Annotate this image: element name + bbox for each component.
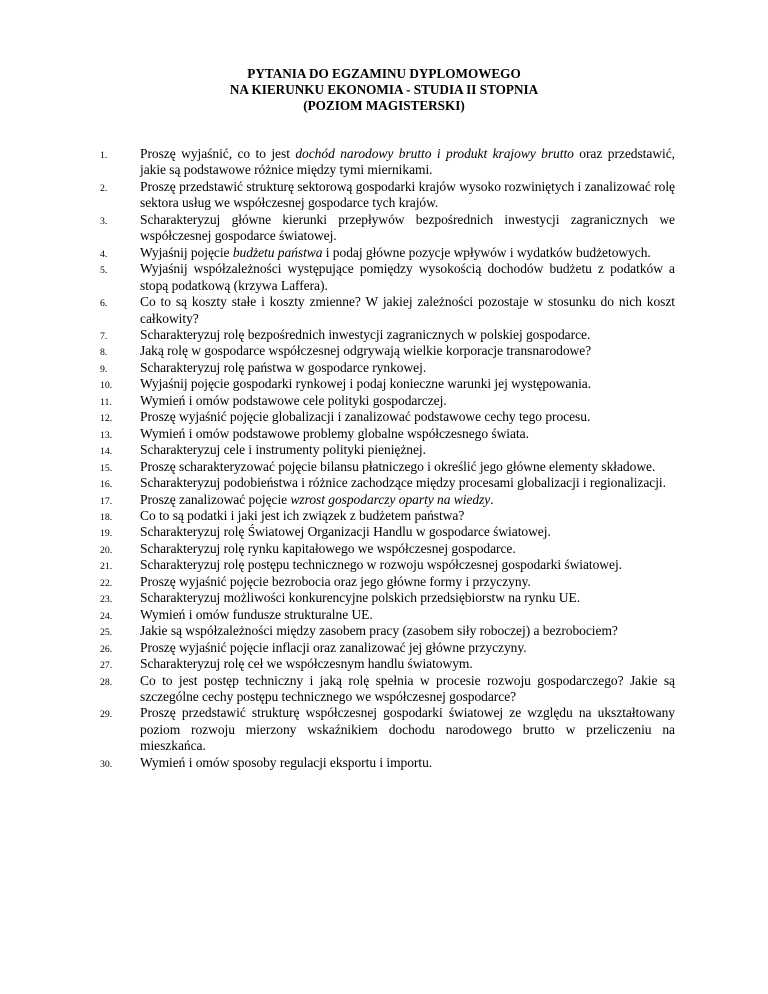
question-emphasized-term: budżetu państwa <box>232 244 323 260</box>
question-text <box>140 426 675 442</box>
question-text <box>140 541 675 557</box>
question-number: 9. <box>100 363 108 375</box>
question-item <box>0 705 768 754</box>
question-text-part: Wymień i omów fundusze strukturalne UE. <box>140 606 373 622</box>
question-text-part: Co to jest postęp techniczny i jaką rolę spełnia w procesie rozwoju gospodarczego? Jakie są szczególne cechy postępu technicznego we współczesnej gospodarce? <box>140 672 675 704</box>
question-text <box>140 212 675 245</box>
question-number: 12. <box>100 413 113 425</box>
question-text-part: Proszę wyjaśnić pojęcie inflacji oraz zanalizować jej główne przyczyny. <box>140 639 527 655</box>
question-text <box>140 640 675 656</box>
question-item <box>0 607 768 623</box>
question-text-part: Proszę wyjaśnić, co to jest <box>140 146 296 161</box>
question-number: 13. <box>100 429 113 441</box>
question-number: 28. <box>100 676 113 688</box>
question-item <box>0 343 768 359</box>
question-text <box>140 179 675 212</box>
question-item <box>0 492 768 508</box>
question-number: 25. <box>100 627 113 639</box>
question-item <box>0 212 768 245</box>
question-text <box>140 261 675 294</box>
title-line-1: PYTANIA DO EGZAMINU DYPLOMOWEGO <box>247 66 521 81</box>
question-text-part: Scharakteryzuj rolę ceł we współczesnym handlu światowym. <box>140 656 473 672</box>
question-item <box>0 541 768 557</box>
question-item <box>0 442 768 458</box>
question-number: 20. <box>100 544 113 556</box>
question-text-part: Wyjaśnij pojęcie gospodarki rynkowej i podaj konieczne warunki jej występowania. <box>140 376 592 392</box>
question-item <box>0 360 768 376</box>
question-emphasized-term: dochód narodowy brutto i produkt krajowy brutto <box>295 146 574 161</box>
question-number: 21. <box>100 561 113 573</box>
question-item <box>0 426 768 442</box>
question-number: 6. <box>100 298 108 310</box>
question-item <box>0 508 768 524</box>
question-item <box>0 409 768 425</box>
question-text-part: Scharakteryzuj główne kierunki przepływów bezpośrednich inwestycji zagranicznych we współczesnej gospodarce światowej. <box>140 211 675 244</box>
question-text <box>140 245 675 261</box>
question-text-part: Scharakteryzuj rolę postępu technicznego w rozwoju współczesnej gospodarki światowej. <box>140 557 622 573</box>
question-item <box>0 673 768 706</box>
question-number: 7. <box>100 330 108 342</box>
question-text <box>140 294 675 327</box>
question-number: 1. <box>100 150 108 161</box>
question-number: 27. <box>100 660 113 672</box>
question-number: 3. <box>100 215 108 227</box>
question-text-part: Proszę zanalizować pojęcie <box>140 491 291 507</box>
question-text <box>140 492 675 508</box>
question-item <box>0 640 768 656</box>
question-text-part: Wyjaśnij pojęcie <box>140 244 233 260</box>
question-number: 14. <box>100 446 113 458</box>
document-title <box>0 66 768 114</box>
question-item <box>0 475 768 491</box>
question-text-part: Scharakteryzuj rolę Światowej Organizacji Handlu w gospodarce światowej. <box>140 524 551 540</box>
question-text <box>140 656 675 672</box>
question-text <box>140 376 675 392</box>
question-number: 29. <box>100 709 113 721</box>
question-text <box>140 607 675 623</box>
question-text <box>140 146 675 179</box>
question-text <box>140 623 675 639</box>
question-item <box>0 557 768 573</box>
question-item <box>0 245 768 261</box>
question-text-part: Co to są koszty stałe i koszty zmienne? W jakiej zależności pozostaje w stosunku do nich koszt całkowity? <box>140 294 675 326</box>
question-number: 2. <box>100 182 108 194</box>
question-text <box>140 327 675 343</box>
question-text <box>140 475 675 491</box>
question-item <box>0 524 768 540</box>
question-number: 4. <box>100 248 108 260</box>
question-number: 10. <box>100 380 113 392</box>
question-text <box>140 574 675 590</box>
question-text-part: Wymień i omów podstawowe problemy globalne współczesnego świata. <box>140 425 529 441</box>
question-emphasized-term: wzrost gospodarczy oparty na wiedzy <box>290 491 491 507</box>
question-list <box>0 146 768 771</box>
question-text-part: Scharakteryzuj możliwości konkurencyjne polskich przedsiębiorstw na rynku UE. <box>140 590 581 606</box>
question-text <box>140 459 675 475</box>
question-text <box>140 393 675 409</box>
question-item <box>0 459 768 475</box>
question-item <box>0 393 768 409</box>
question-item <box>0 376 768 392</box>
question-item <box>0 294 768 327</box>
question-item <box>0 327 768 343</box>
question-number: 16. <box>100 479 113 491</box>
question-text <box>140 442 675 458</box>
question-text-part: Proszę przedstawić strukturę współczesnej gospodarki światowej ze względu na ukształtowany poziom rozwoju mierzony wskaźnikiem dochodu narodowego brutto w przeliczeniu na mieszkańca. <box>140 705 675 754</box>
title-line-2: NA KIERUNKU EKONOMIA - STUDIA II STOPNIA <box>229 82 539 97</box>
question-text-part: Proszę wyjaśnić pojęcie bezrobocia oraz jego główne formy i przyczyny. <box>140 573 531 589</box>
question-text <box>140 360 675 376</box>
question-text-part: oraz przedstawić, jakie są podstawowe różnice między tymi miernikami. <box>140 146 675 178</box>
question-text <box>140 705 675 754</box>
question-text-part: Scharakteryzuj rolę rynku kapitałowego we współczesnej gospodarce. <box>140 540 516 556</box>
question-text <box>140 524 675 540</box>
question-text <box>140 508 675 524</box>
question-number: 30. <box>100 758 113 770</box>
question-text-part: . <box>490 491 494 507</box>
question-text <box>140 590 675 606</box>
question-text-part: Scharakteryzuj podobieństwa i różnice zachodzące między procesami globalizacji i regionalizacji. <box>140 475 666 491</box>
question-item <box>0 179 768 212</box>
question-item <box>0 656 768 672</box>
question-text-part: Proszę scharakteryzować pojęcie bilansu płatniczego i określić jego główne elementy składowe. <box>140 458 656 474</box>
question-text <box>140 557 675 573</box>
question-text-part: Proszę wyjaśnić pojęcie globalizacji i zanalizować podstawowe cechy tego procesu. <box>140 409 591 425</box>
question-number: 24. <box>100 610 113 622</box>
question-text-part: Wymień i omów podstawowe cele polityki gospodarczej. <box>140 392 447 408</box>
question-number: 22. <box>100 577 113 589</box>
question-number: 15. <box>100 462 113 474</box>
question-number: 26. <box>100 643 113 655</box>
question-item <box>0 261 768 294</box>
question-text-part: Wymień i omów sposoby regulacji eksportu i importu. <box>140 754 433 770</box>
question-text-part: Scharakteryzuj rolę państwa w gospodarce rynkowej. <box>140 359 427 375</box>
question-item <box>0 146 768 179</box>
question-number: 23. <box>100 594 113 606</box>
question-text-part: Scharakteryzuj cele i instrumenty polityki pieniężnej. <box>140 442 426 458</box>
question-item <box>0 755 768 771</box>
question-number: 11. <box>100 396 112 408</box>
question-text-part: Jaką rolę w gospodarce współczesnej odgrywają wielkie korporacje transnarodowe? <box>140 343 592 359</box>
title-line-3: (POZIOM MAGISTERSKI) <box>303 98 465 113</box>
question-text <box>140 673 675 706</box>
question-number: 17. <box>100 495 113 507</box>
question-text <box>140 343 675 359</box>
question-item <box>0 574 768 590</box>
question-number: 8. <box>100 347 108 359</box>
question-text-part: i podaj główne pozycje wpływów i wydatków budżetowych. <box>322 244 651 260</box>
question-item <box>0 590 768 606</box>
question-item <box>0 623 768 639</box>
question-number: 19. <box>100 528 113 540</box>
question-number: 5. <box>100 265 108 277</box>
question-text-part: Scharakteryzuj rolę bezpośrednich inwestycji zagranicznych w polskiej gospodarce. <box>140 326 591 342</box>
question-text-part: Proszę przedstawić strukturę sektorową gospodarki krajów wysoko rozwiniętych i zanalizować rolę sektora usług we współczesnej gospodarce tych krajów. <box>140 178 675 211</box>
question-text <box>140 409 675 425</box>
question-text-part: Co to są podatki i jaki jest ich związek z budżetem państwa? <box>140 507 465 523</box>
question-text <box>140 755 675 771</box>
question-text-part: Wyjaśnij współzależności występujące pomiędzy wysokością dochodów budżetu z podatków a stopą podatkową (krzywa Laffera). <box>140 261 675 293</box>
question-text-part: Jakie są współzależności między zasobem pracy (zasobem siły roboczej) a bezrobociem? <box>140 623 618 639</box>
question-number: 18. <box>100 511 113 523</box>
